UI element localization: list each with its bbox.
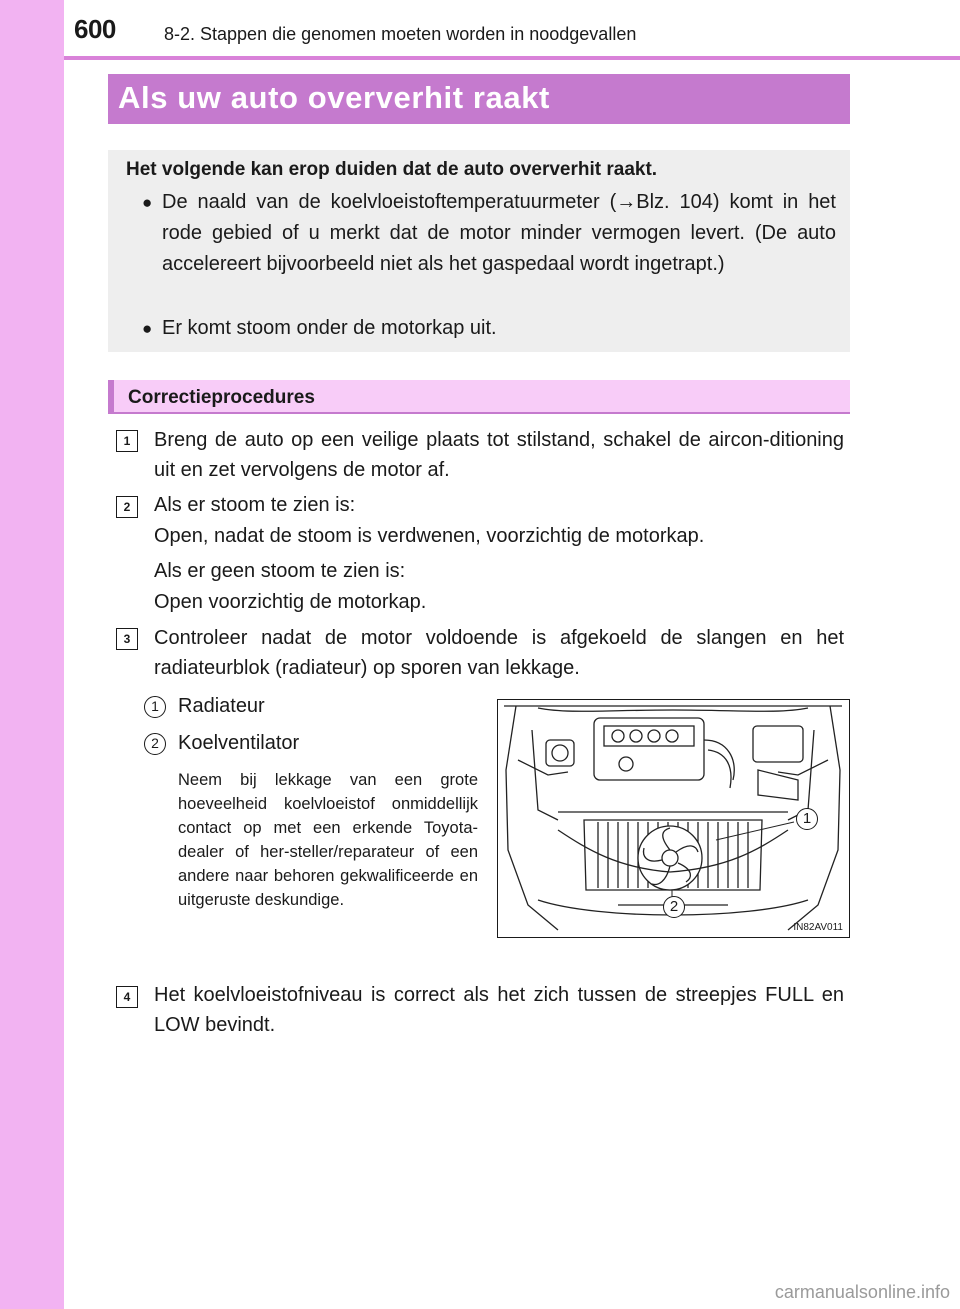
- procedures-heading-bar: [108, 380, 850, 414]
- legend-label-fan: Koelventilator: [178, 732, 300, 754]
- legend-number-1: 1: [144, 696, 166, 718]
- symptom-text-1: De naald van de koelvloeistoftemperatuurmeter (→Blz. 104) komt in het rode gebied of u merkt dat de motor minder vermogen levert. (De auto accelereert bijvoorbeeld niet als het gaspedaal wordt ingetrapt.): [162, 191, 836, 275]
- step-2-line-2: Open, nadat de stoom is verdwenen, voorzichtig de motorkap.: [154, 525, 705, 547]
- title-bar: [108, 74, 850, 124]
- symptoms-box: [108, 150, 850, 352]
- step-number-2: 2: [116, 496, 138, 518]
- step-1-text: Breng de auto op een veilige plaats tot stilstand, schakel de aircon-ditioning uit en zet vervolgens de motor af.: [154, 429, 844, 481]
- bullet-icon: ●: [142, 319, 153, 338]
- step-2-line-3: Als er geen stoom te zien is:: [154, 560, 406, 582]
- watermark: carmanualsonline.info: [774, 1282, 950, 1302]
- figure-code: IN82AV011: [793, 922, 843, 933]
- leak-note: Neem bij lekkage van een grote hoeveelheid koelvloeistof onmiddellijk contact op met een erkende Toyota-dealer of her-steller/reparateur of een andere naar behoren gekwalificeerde en uitgeruste deskundige.: [178, 771, 478, 909]
- side-band: [0, 0, 64, 1309]
- legend-number-2: 2: [144, 733, 166, 755]
- bullet-icon: ●: [142, 193, 153, 212]
- step-2-line-1: Als er stoom te zien is:: [154, 494, 356, 516]
- step-number-1: 1: [116, 430, 138, 452]
- symptoms-heading: Het volgende kan erop duiden dat de auto oververhit raakt.: [126, 159, 658, 180]
- symptom-text-2: Er komt stoom onder de motorkap uit.: [162, 317, 497, 339]
- page-number: 600: [74, 14, 116, 44]
- figure-callout-1: 1: [796, 808, 818, 830]
- header-rule: [64, 56, 960, 60]
- step-2-line-4: Open voorzichtig de motorkap.: [154, 591, 427, 613]
- step-number-4: 4: [116, 986, 138, 1008]
- engine-bay-figure: [497, 699, 850, 938]
- step-3-text: Controleer nadat de motor voldoende is afgekoeld de slangen en het radiateurblok (radiateur) op sporen van lekkage.: [154, 627, 844, 679]
- step-4-text: Het koelvloeistofniveau is correct als het zich tussen de streepjes FULL en LOW bevindt.: [154, 984, 844, 1036]
- section-title: 8-2. Stappen die genomen moeten worden in noodgevallen: [164, 24, 637, 44]
- figure-callout-2: 2: [663, 896, 685, 918]
- procedures-heading: Correctieprocedures: [128, 387, 315, 408]
- page-title: Als uw auto oververhit raakt: [118, 80, 550, 115]
- step-number-3: 3: [116, 628, 138, 650]
- page-header: [0, 0, 960, 56]
- legend-label-radiator: Radiateur: [178, 695, 265, 717]
